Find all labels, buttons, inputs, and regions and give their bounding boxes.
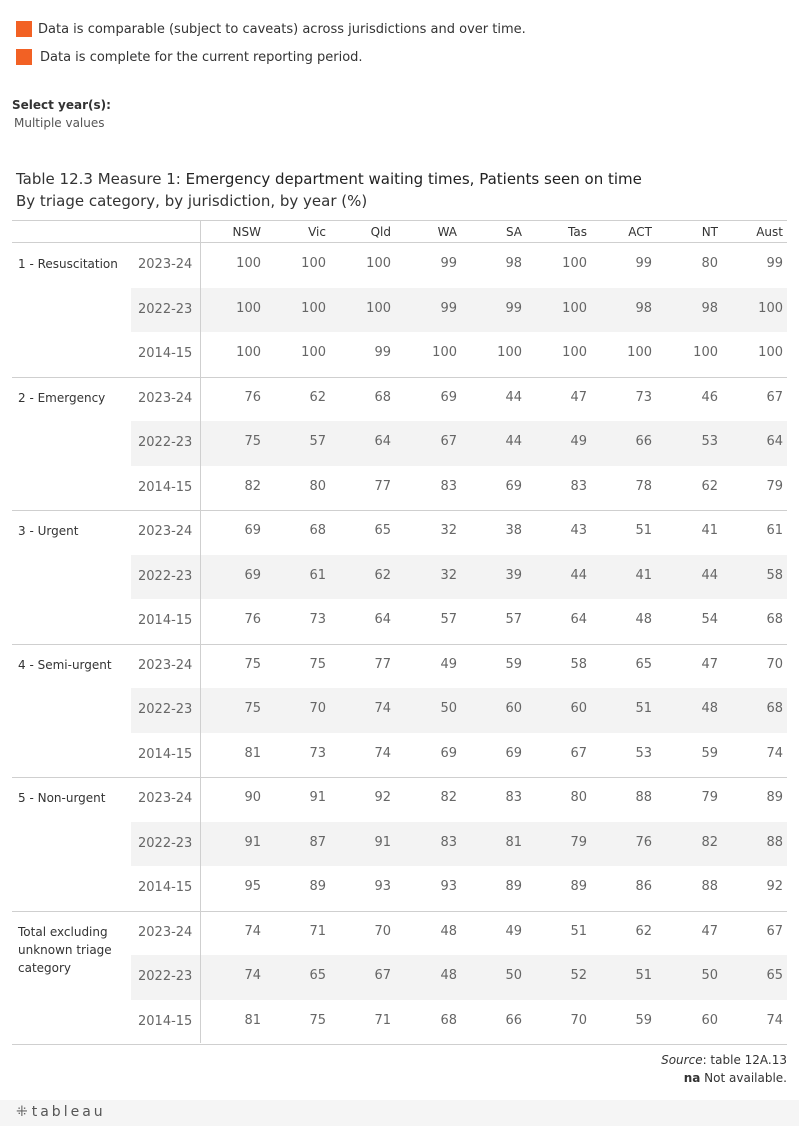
table-cell: 64	[374, 434, 391, 449]
year-label: 2023-24	[138, 924, 193, 940]
table-cell: 100	[758, 300, 783, 316]
table-cell: 71	[309, 923, 326, 939]
table-cell: 82	[701, 834, 718, 850]
table-cell: 98	[635, 300, 652, 316]
table-cell: 99	[766, 256, 783, 271]
group-divider	[12, 911, 787, 912]
table-cell: 75	[309, 1012, 326, 1028]
table-cell: 47	[570, 389, 587, 405]
table-cell: 62	[701, 478, 718, 494]
table-cell: 76	[244, 612, 261, 627]
table-cell: 67	[440, 434, 457, 449]
category-label: 1 - Resuscitation	[18, 257, 118, 271]
table-cell: 50	[440, 701, 457, 716]
table-cell: 100	[693, 345, 718, 360]
table-cell: 54	[701, 612, 718, 627]
category-label: Total excluding unknown triage category	[18, 924, 112, 975]
table-cell: 89	[766, 790, 783, 805]
legend-text: Data is complete for the current reporting period.	[40, 49, 363, 65]
table-cell: 67	[570, 745, 587, 761]
table-cell: 69	[244, 567, 261, 583]
table-cell: 66	[505, 1012, 522, 1028]
table-cell: 44	[570, 567, 587, 583]
table-cell: 39	[505, 567, 522, 583]
logo-text: tableau	[31, 1104, 106, 1120]
table-cell: 75	[309, 656, 326, 672]
table-cell: 62	[374, 567, 391, 583]
table-cell: 75	[244, 656, 261, 672]
table-cell: 88	[635, 790, 652, 805]
table-cell: 88	[701, 879, 718, 894]
table-cell: 44	[701, 567, 718, 583]
year-label: 2014-15	[138, 613, 193, 628]
table-cell: 77	[374, 478, 391, 494]
table-cell: 59	[505, 656, 522, 672]
source-label: Source	[661, 1053, 703, 1067]
table-cell: 100	[562, 345, 587, 360]
table-cell: 65	[766, 968, 783, 983]
table-cell: 59	[635, 1012, 652, 1028]
year-filter-dropdown[interactable]: Multiple values	[14, 116, 105, 130]
table-cell: 53	[635, 745, 652, 761]
table-cell: 91	[244, 834, 261, 850]
table-cell: 99	[635, 256, 652, 271]
column-header: NT	[701, 225, 718, 239]
square-icon	[16, 49, 32, 65]
table-cell: 86	[635, 879, 652, 894]
column-header: Vic	[308, 225, 326, 239]
category-label: 4 - Semi-urgent	[18, 657, 112, 672]
table-cell: 75	[244, 434, 261, 449]
table-cell: 65	[374, 523, 391, 538]
table-cell: 47	[701, 656, 718, 672]
table-cell: 69	[505, 745, 522, 761]
table-cell: 58	[570, 656, 587, 672]
table-cell: 99	[440, 300, 457, 316]
table-cell: 100	[301, 256, 326, 271]
table-cell: 74	[766, 745, 783, 761]
table-cell: 99	[440, 256, 457, 271]
table-cell: 82	[244, 478, 261, 494]
table-cell: 57	[505, 612, 522, 627]
year-label: 2022-23	[138, 568, 193, 584]
year-label: 2023-24	[138, 257, 193, 272]
table-cell: 100	[562, 256, 587, 271]
table-cell: 61	[766, 523, 783, 538]
table-title-prefix: Table 12.3 Measure 1:	[16, 170, 186, 188]
table-cell: 47	[701, 923, 718, 939]
category-label: 3 - Urgent	[18, 524, 79, 538]
source-note	[661, 1053, 787, 1067]
tableau-logo[interactable]	[16, 1104, 106, 1120]
table-cell: 95	[244, 879, 261, 894]
year-label: 2023-24	[138, 524, 193, 539]
table-title	[16, 170, 642, 188]
table-cell: 91	[309, 790, 326, 805]
square-icon	[16, 21, 32, 37]
table-cell: 57	[309, 434, 326, 449]
table-cell: 100	[366, 256, 391, 271]
table-cell: 44	[505, 389, 522, 405]
table-cell: 68	[766, 612, 783, 627]
table-cell: 98	[505, 256, 522, 271]
table-cell: 77	[374, 656, 391, 672]
table-cell: 99	[374, 345, 391, 360]
tableau-plus-icon: ⁜	[16, 1104, 28, 1120]
table-cell: 100	[627, 345, 652, 360]
table-cell: 44	[505, 434, 522, 449]
table-cell: 87	[309, 834, 326, 850]
table-cell: 89	[570, 879, 587, 894]
table-cell: 67	[766, 923, 783, 939]
table-cell: 83	[505, 790, 522, 805]
table-cell: 67	[374, 968, 391, 983]
column-header: WA	[437, 225, 457, 239]
table-cell: 52	[570, 968, 587, 983]
legend-text: Data is comparable (subject to caveats) across jurisdictions and over time.	[38, 21, 526, 37]
table-cell: 58	[766, 567, 783, 583]
table-cell: 68	[440, 1012, 457, 1028]
year-label: 2014-15	[138, 746, 193, 762]
category-label: 2 - Emergency	[18, 390, 106, 405]
table-cell: 70	[570, 1012, 587, 1028]
column-header: ACT	[628, 225, 652, 239]
table-cell: 100	[301, 345, 326, 360]
table-cell: 93	[374, 879, 391, 894]
table-cell: 59	[701, 745, 718, 761]
table-cell: 64	[570, 612, 587, 627]
table-header-top-line	[12, 220, 787, 221]
table-cell: 64	[374, 612, 391, 627]
column-header: Qld	[370, 225, 391, 239]
table-cell: 76	[244, 389, 261, 405]
year-label: 2023-24	[138, 791, 193, 806]
table-cell: 69	[505, 478, 522, 494]
table-cell: 100	[366, 300, 391, 316]
table-cell: 73	[309, 612, 326, 627]
table-cell: 38	[505, 523, 522, 538]
table-cell: 82	[440, 790, 457, 805]
source-text: : table 12A.13	[702, 1053, 787, 1067]
year-label: 2014-15	[138, 880, 193, 895]
year-label: 2022-23	[138, 702, 193, 717]
column-header: Aust	[756, 225, 783, 239]
na-abbrev: na	[683, 1071, 701, 1085]
table-cell: 69	[244, 523, 261, 538]
year-label: 2022-23	[138, 969, 193, 984]
table-cell: 89	[309, 879, 326, 894]
footer-bar	[0, 1100, 799, 1126]
table-cell: 49	[570, 434, 587, 449]
table-cell: 81	[244, 745, 261, 761]
group-divider	[12, 644, 787, 645]
table-cell: 49	[505, 923, 522, 939]
table-cell: 74	[374, 745, 391, 761]
table-cell: 57	[440, 612, 457, 627]
table-cell: 100	[758, 345, 783, 360]
table-cell: 62	[309, 389, 326, 405]
table-cell: 53	[701, 434, 718, 449]
table-cell: 75	[244, 701, 261, 716]
table-cell: 62	[635, 923, 652, 939]
category-label: 5 - Non-urgent	[18, 791, 106, 805]
na-note	[684, 1071, 787, 1085]
column-header: NSW	[232, 225, 261, 239]
na-text: Not available.	[700, 1071, 787, 1085]
table-cell: 32	[440, 523, 457, 538]
table-cell: 51	[570, 923, 587, 939]
table-cell: 71	[374, 1012, 391, 1028]
table-cell: 60	[505, 701, 522, 716]
table-cell: 78	[635, 478, 652, 494]
year-label: 2022-23	[138, 835, 193, 851]
table-cell: 41	[701, 523, 718, 538]
table-subtitle: By triage category, by jurisdiction, by year (%)	[16, 192, 368, 210]
table-cell: 60	[570, 701, 587, 716]
table-cell: 68	[374, 389, 391, 405]
table-cell: 51	[635, 701, 652, 716]
table-cell: 48	[440, 923, 457, 939]
legend-item-complete	[16, 48, 363, 66]
table-cell: 100	[236, 345, 261, 360]
year-label: 2022-23	[138, 435, 193, 450]
year-label: 2023-24	[138, 657, 193, 673]
table-cell: 43	[570, 523, 587, 538]
table-cell: 73	[635, 389, 652, 405]
group-divider	[12, 1044, 787, 1045]
legend-item-comparable	[16, 20, 526, 38]
table-cell: 100	[236, 300, 261, 316]
table-cell: 93	[440, 879, 457, 894]
table-cell: 73	[309, 745, 326, 761]
table-title-main: Emergency department waiting times, Patients seen on time	[185, 170, 642, 188]
table-cell: 91	[374, 834, 391, 850]
table-cell: 50	[505, 968, 522, 983]
table-cell: 80	[701, 256, 718, 271]
table-cell: 83	[570, 478, 587, 494]
year-filter-label: Select year(s):	[12, 98, 111, 112]
year-label: 2023-24	[138, 390, 193, 406]
table-cell: 51	[635, 523, 652, 538]
table-cell: 81	[244, 1012, 261, 1028]
table-cell: 74	[374, 701, 391, 716]
table-cell: 65	[309, 968, 326, 983]
table-cell: 68	[309, 523, 326, 538]
year-label: 2022-23	[138, 301, 193, 317]
table-cell: 100	[236, 256, 261, 271]
table-cell: 32	[440, 567, 457, 583]
year-label: 2014-15	[138, 1013, 193, 1029]
table-cell: 100	[497, 345, 522, 360]
table-cell: 51	[635, 968, 652, 983]
table-cell: 100	[301, 300, 326, 316]
year-label: 2014-15	[138, 346, 193, 361]
table-cell: 99	[505, 300, 522, 316]
table-cell: 68	[766, 701, 783, 716]
table-cell: 70	[374, 923, 391, 939]
table-cell: 88	[766, 834, 783, 850]
table-cell: 79	[570, 834, 587, 850]
table-cell: 90	[244, 790, 261, 805]
table-cell: 70	[309, 701, 326, 716]
table-cell: 66	[635, 434, 652, 449]
table-cell: 67	[766, 389, 783, 405]
table-cell: 69	[440, 745, 457, 761]
table-header-line	[12, 242, 787, 243]
table-cell: 79	[766, 478, 783, 494]
group-divider	[12, 777, 787, 778]
table-cell: 61	[309, 567, 326, 583]
table-cell: 76	[635, 834, 652, 850]
column-divider	[200, 220, 201, 1043]
table-cell: 92	[766, 879, 783, 894]
table-cell: 79	[701, 790, 718, 805]
table-cell: 64	[766, 434, 783, 449]
table-cell: 92	[374, 790, 391, 805]
table-cell: 100	[432, 345, 457, 360]
table-cell: 49	[440, 656, 457, 672]
column-header: Tas	[568, 225, 587, 239]
table-cell: 48	[701, 701, 718, 716]
table-cell: 74	[244, 968, 261, 983]
year-label: 2014-15	[138, 479, 193, 495]
table-cell: 81	[505, 834, 522, 850]
table-cell: 83	[440, 478, 457, 494]
table-cell: 74	[244, 923, 261, 939]
group-divider	[12, 510, 787, 511]
table-cell: 100	[562, 300, 587, 316]
table-cell: 80	[309, 478, 326, 494]
table-cell: 98	[701, 300, 718, 316]
table-cell: 70	[766, 656, 783, 672]
table-cell: 65	[635, 656, 652, 672]
table-cell: 69	[440, 389, 457, 405]
table-cell: 89	[505, 879, 522, 894]
table-cell: 83	[440, 834, 457, 850]
table-cell: 80	[570, 790, 587, 805]
table-cell: 60	[701, 1012, 718, 1028]
group-divider	[12, 377, 787, 378]
table-cell: 41	[635, 567, 652, 583]
table-cell: 48	[635, 612, 652, 627]
column-header: SA	[505, 225, 522, 239]
table-cell: 46	[701, 389, 718, 405]
table-cell: 48	[440, 968, 457, 983]
table-cell: 74	[766, 1012, 783, 1028]
table-cell: 50	[701, 968, 718, 983]
